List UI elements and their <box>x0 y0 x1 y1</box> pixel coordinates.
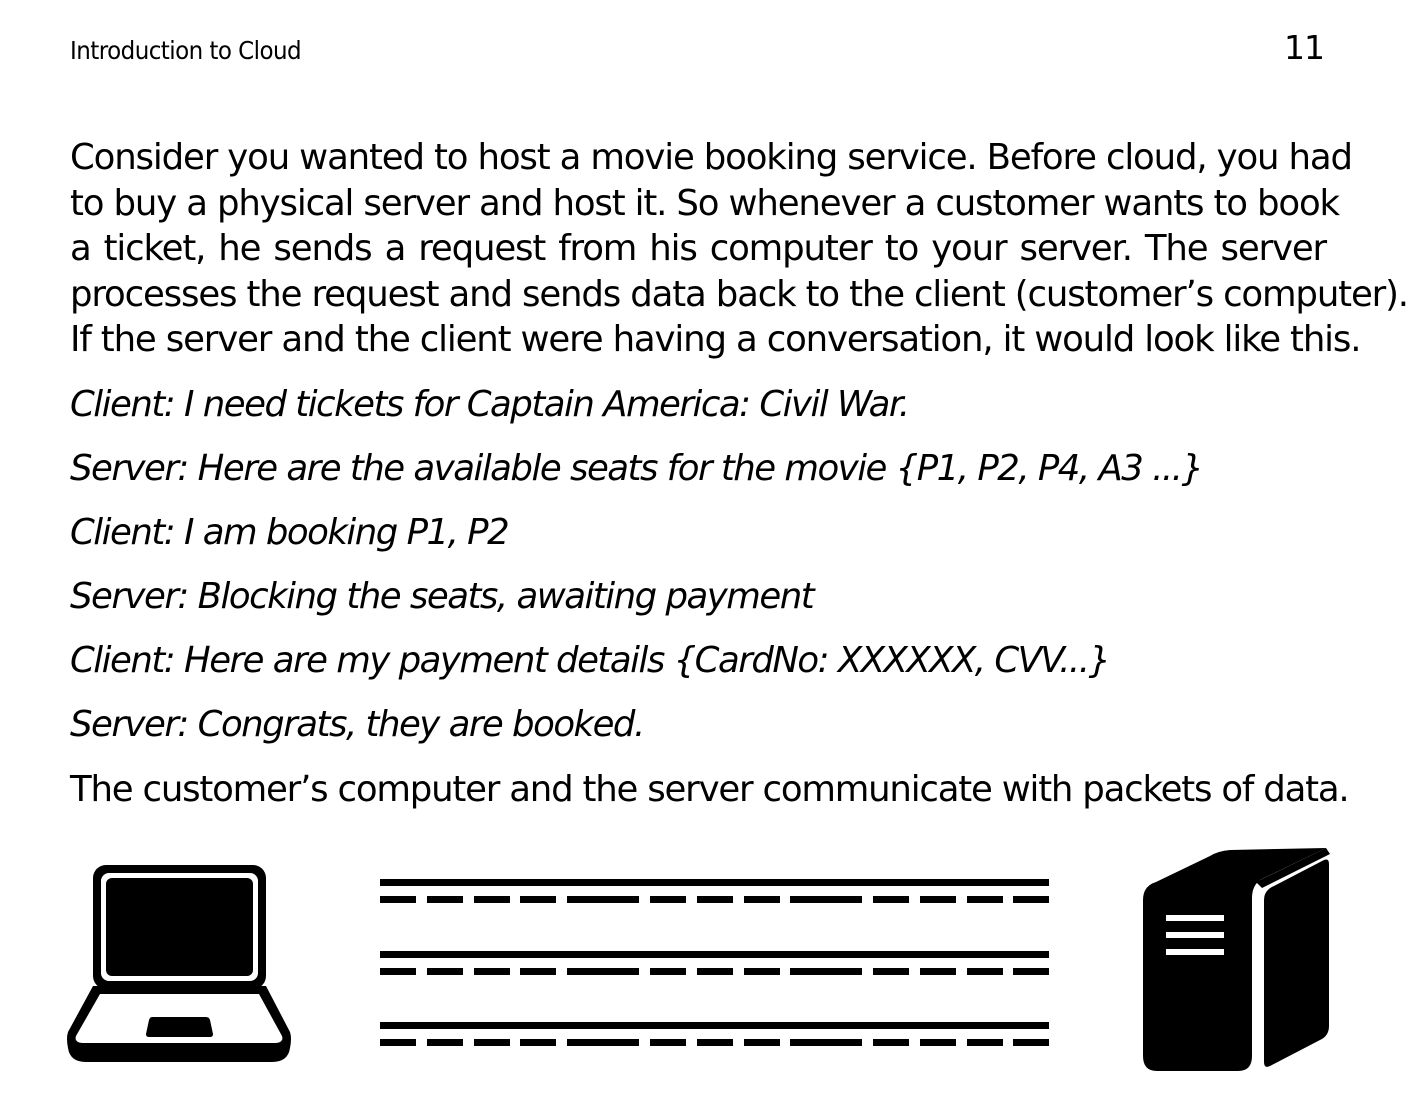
dialogue-line-server: Server: Congrats, they are booked. <box>70 704 644 745</box>
packet-row <box>380 878 1049 904</box>
packet-row <box>380 1021 1049 1047</box>
running-header-title: Introduction to Cloud <box>70 36 302 65</box>
packet-solid-line <box>380 951 1049 958</box>
packet-stream <box>380 878 1050 1048</box>
paragraph-line: Consider you wanted to host a movie booking service. Before cloud, you had <box>70 137 1352 178</box>
paragraph-line: processes the request and sends data back to the client (customer’s computer). <box>70 273 1408 315</box>
packet-solid-line <box>380 1022 1049 1029</box>
server-tower-icon <box>1140 842 1332 1076</box>
paragraph-line: to buy a physical server and host it. So whenever a customer wants to book <box>70 182 1339 224</box>
packet-solid-line <box>380 879 1049 886</box>
laptop-icon <box>66 862 292 1066</box>
intro-paragraph <box>70 135 1408 363</box>
paragraph-line: a ticket, he sends a request from his computer to your server. The server <box>70 228 1326 270</box>
packet-row <box>380 950 1049 976</box>
closing-sentence: The customer’s computer and the server communicate with packets of data. <box>70 769 1349 810</box>
dialogue-line-client: Client: I need tickets for Captain America: Civil War. <box>70 384 909 425</box>
page-number: 11 <box>1284 28 1324 67</box>
dialogue-line-client: Client: I am booking P1, P2 <box>70 512 509 553</box>
client-server-dialogue <box>70 383 1326 767</box>
paragraph-line: If the server and the client were having a conversation, it would look like this. <box>70 319 1361 361</box>
dialogue-line-client: Client: Here are my payment details {CardNo: XXXXXX, CVV...} <box>70 640 1110 681</box>
dialogue-line-server: Server: Here are the available seats for the movie {P1, P2, P4, A3 ...} <box>70 448 1203 489</box>
dialogue-line-server: Server: Blocking the seats, awaiting payment <box>70 576 814 617</box>
